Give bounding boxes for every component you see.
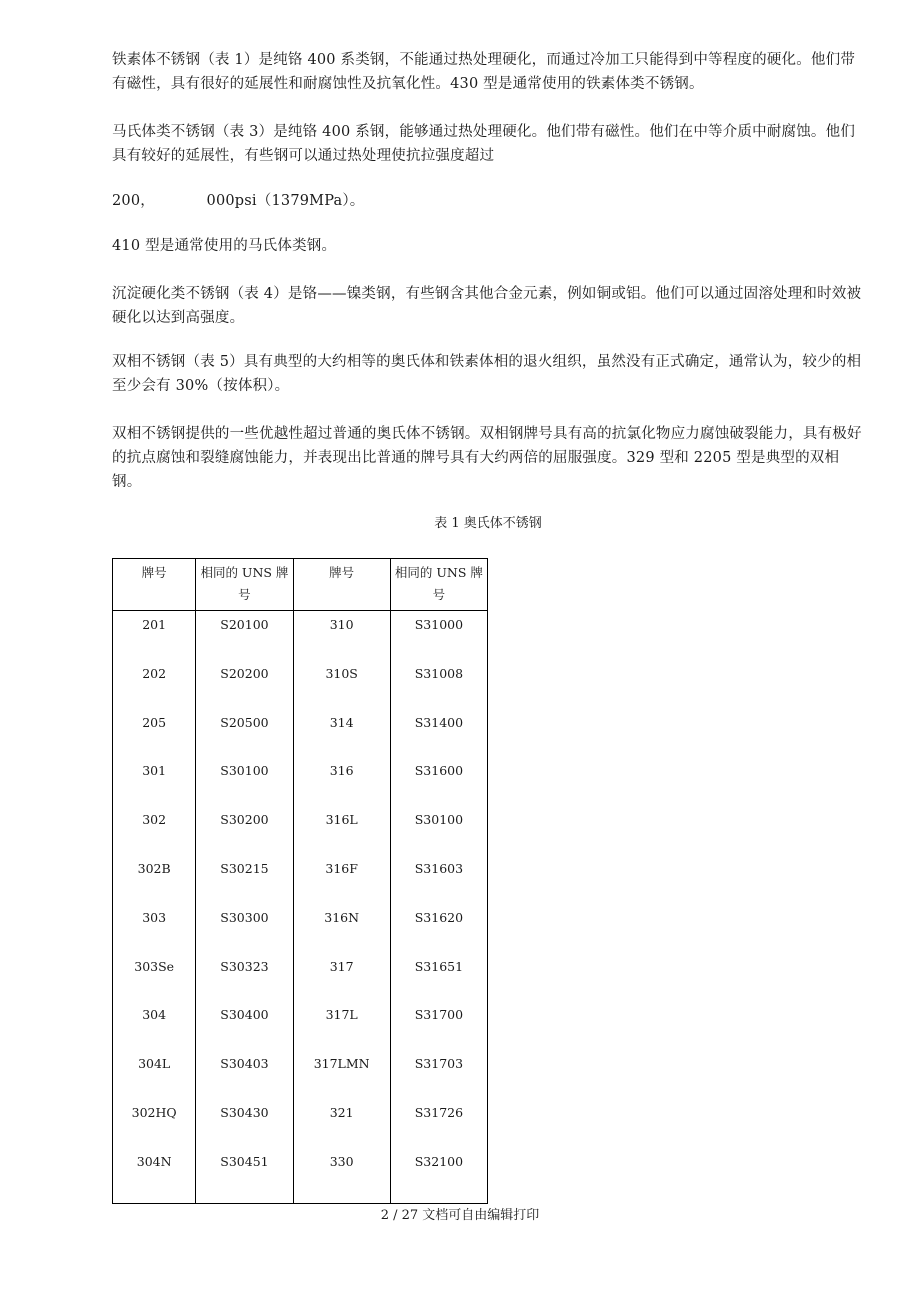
table-row bbox=[113, 1099, 488, 1148]
paragraph-precipitation-hardening: 沉淀硬化类不锈钢（表 4）是铬——镍类钢，有些钢含其他合金元素，例如铜或铝。他们可以通过固溶处理和时效被硬化以达到高强度。 bbox=[112, 286, 862, 326]
paragraph-martensitic: 马氏体类不锈钢（表 3）是纯铬 400 系钢，能够通过热处理硬化。他们带有磁性。他们在中等介质中耐腐蚀。他们具有较好的延展性，有些钢可以通过热处理使抗拉强度超过 bbox=[112, 124, 856, 164]
table-cell: 321 bbox=[293, 1099, 390, 1148]
table-cell: S30403 bbox=[196, 1050, 293, 1099]
paragraph-ferritic: 铁素体不锈钢（表 1）是纯铬 400 系类钢，不能通过热处理硬化，而通过冷加工只能得到中等程度的硬化。他们带有磁性，具有很好的延展性和耐腐蚀性及抗氧化性。430 型是通常使用的铁素体类不锈钢。 bbox=[112, 52, 856, 92]
table-cell: 302HQ bbox=[113, 1099, 196, 1148]
table-cell: S31008 bbox=[390, 660, 487, 709]
paragraph-duplex-advantages: 双相不锈钢提供的一些优越性超过普通的奥氏体不锈钢。双相钢牌号具有高的抗氯化物应力腐蚀破裂能力，具有极好的抗点腐蚀和裂缝腐蚀能力，并表现出比普通的牌号具有大约两倍的屈服强度。329 型和 2205 型是典型的双相钢。 bbox=[112, 426, 862, 490]
table-row bbox=[113, 1001, 488, 1050]
table-header-row bbox=[113, 559, 488, 611]
table-cell: S30200 bbox=[196, 806, 293, 855]
table-cell: 304 bbox=[113, 1001, 196, 1050]
table-cell: 310S bbox=[293, 660, 390, 709]
table-cell: S31600 bbox=[390, 757, 487, 806]
header-grade-1: 牌号 bbox=[113, 559, 196, 611]
table-cell: 316N bbox=[293, 904, 390, 953]
table-cell: S31400 bbox=[390, 709, 487, 758]
table-cell: S30430 bbox=[196, 1099, 293, 1148]
table-row bbox=[113, 855, 488, 904]
paragraph-type-410: 410 型是通常使用的马氏体类钢。 bbox=[112, 238, 337, 254]
table-row bbox=[113, 1050, 488, 1099]
paragraph-strength-value: 200， 000psi（1379MPa）。 bbox=[112, 193, 365, 209]
table-cell: 304L bbox=[113, 1050, 196, 1099]
table-row bbox=[113, 953, 488, 1002]
header-uns-2: 相同的 UNS 牌号 bbox=[390, 559, 487, 611]
table-cell: 314 bbox=[293, 709, 390, 758]
table-cell: 316F bbox=[293, 855, 390, 904]
table-cell: S31620 bbox=[390, 904, 487, 953]
table-cell: S31603 bbox=[390, 855, 487, 904]
table-cell: S31703 bbox=[390, 1050, 487, 1099]
table-cell: 317L bbox=[293, 1001, 390, 1050]
table-cell: 301 bbox=[113, 757, 196, 806]
header-grade-2: 牌号 bbox=[293, 559, 390, 611]
table-cell: S20500 bbox=[196, 709, 293, 758]
table-cell: S30100 bbox=[196, 757, 293, 806]
table-row bbox=[113, 904, 488, 953]
table-cell: 205 bbox=[113, 709, 196, 758]
table-row bbox=[113, 757, 488, 806]
table-cell: 201 bbox=[113, 611, 196, 660]
table-row bbox=[113, 709, 488, 758]
austenitic-grade-table bbox=[112, 558, 488, 1204]
table-cell: 330 bbox=[293, 1148, 390, 1204]
table-row bbox=[113, 660, 488, 709]
table-cell: S31651 bbox=[390, 953, 487, 1002]
table-cell: S30100 bbox=[390, 806, 487, 855]
table-cell: S20100 bbox=[196, 611, 293, 660]
header-uns-1: 相同的 UNS 牌号 bbox=[196, 559, 293, 611]
table-cell: S30300 bbox=[196, 904, 293, 953]
table-cell: S31700 bbox=[390, 1001, 487, 1050]
table-row bbox=[113, 806, 488, 855]
table-cell: 317 bbox=[293, 953, 390, 1002]
table-cell: 302 bbox=[113, 806, 196, 855]
table-cell: S31726 bbox=[390, 1099, 487, 1148]
table-cell: S30400 bbox=[196, 1001, 293, 1050]
table-cell: S30215 bbox=[196, 855, 293, 904]
table-cell: S32100 bbox=[390, 1148, 487, 1204]
table-caption: 表 1 奥氏体不锈钢 bbox=[434, 516, 542, 531]
paragraph-duplex-definition: 双相不锈钢（表 5）具有典型的大约相等的奥氏体和铁素体相的退火组织，虽然没有正式确定，通常认为，较少的相至少会有 30%（按体积）。 bbox=[112, 354, 862, 394]
table-row bbox=[113, 1148, 488, 1204]
table-cell: 302B bbox=[113, 855, 196, 904]
table-cell: S31000 bbox=[390, 611, 487, 660]
table-cell: S30451 bbox=[196, 1148, 293, 1204]
table-cell: 202 bbox=[113, 660, 196, 709]
table-row bbox=[113, 611, 488, 660]
table-cell: 303 bbox=[113, 904, 196, 953]
page-footer: 2 / 27 文档可自由编辑打印 bbox=[380, 1208, 540, 1223]
table-cell: 317LMN bbox=[293, 1050, 390, 1099]
table-cell: S30323 bbox=[196, 953, 293, 1002]
table-cell: 303Se bbox=[113, 953, 196, 1002]
table-cell: 310 bbox=[293, 611, 390, 660]
table-cell: 316L bbox=[293, 806, 390, 855]
table-cell: S20200 bbox=[196, 660, 293, 709]
table-cell: 304N bbox=[113, 1148, 196, 1204]
table-cell: 316 bbox=[293, 757, 390, 806]
